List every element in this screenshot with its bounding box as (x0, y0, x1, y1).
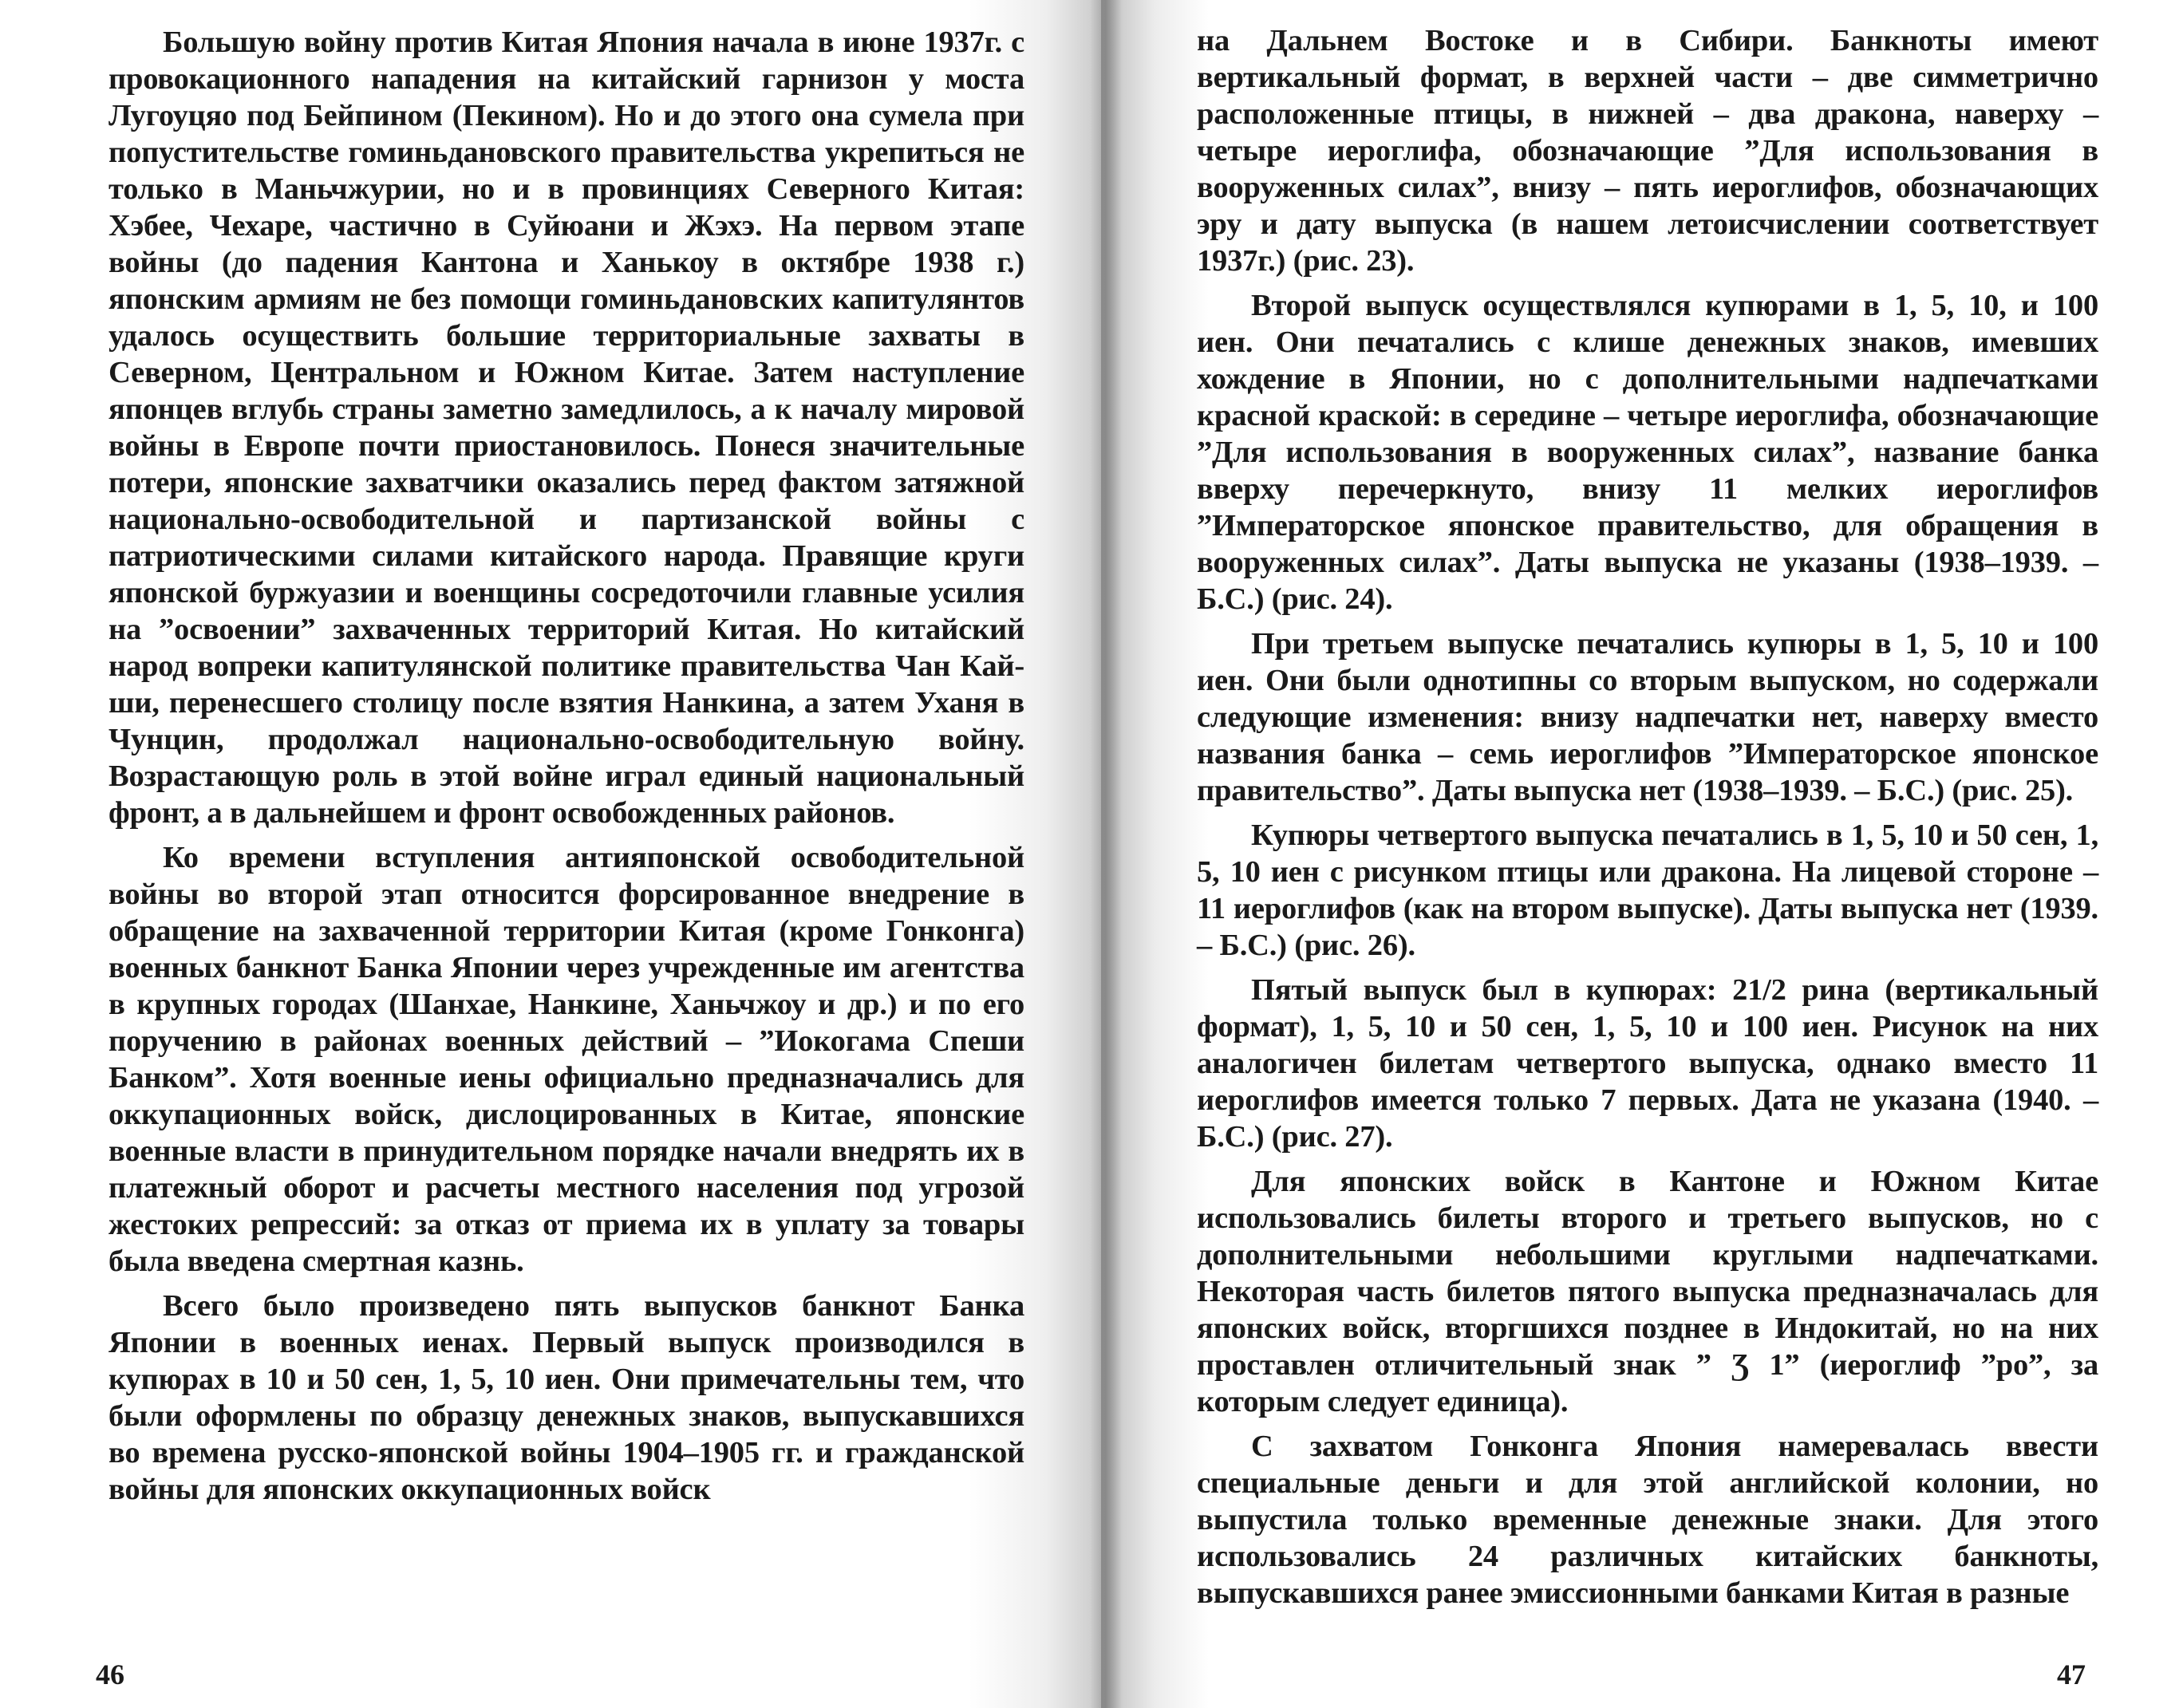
paragraph: Пятый выпуск был в купюрах: 21/2 рина (вертикальный формат), 1, 5, 10 и 50 сен, 1, 5, 10 и 100 иен. Рисунок на них аналогичен билетам четвертого выпуска, однако вместо 11 иероглифов имеется только 7 первых. Дата не указана (1940. – Б.С.) (рис. 27). (1197, 973, 2098, 1154)
paragraph: Второй выпуск осуществлялся купюрами в 1, 5, 10, и 100 иен. Они печатались с клише денежных знаков, имевших хождение в Японии, но с дополнительными надпечатками красной краской: в середине – четыре иероглифа, обозначающие ”Для использования в вооруженных силах”, название банка вверху перечеркнуто, внизу 11 мелких иероглифов ”Императорское японское правительство, для обращения в вооруженных силах”. Даты выпуска не указаны (1938–1939. – Б.С.) (рис. 24). (1197, 289, 2098, 616)
paragraph: Ко времени вступления антияпонской освободительной войны во второй этап относится форсированное внедрение в обращение на захваченной территории Китая (кроме Гонконга) военных банкнот Банка Японии через учрежденные им агентства в крупных городах (Шанхае, Нанкине, Ханьчжоу и др.) и по его поручению в районах военных действий – ”Иокогама Спеши Банком”. Хотя военные иены официально предназначались для оккупационных войск, дислоцированных в Китае, японские военные власти в принудительном порядке начали внедрять их в платежный оборот и расчеты местного населения под угрозой жестоких репрессий: за отказ от приема их в уплату за товары была введена смертная казнь. (109, 841, 1024, 1278)
paragraph: Купюры четвертого выпуска печатались в 1, 5, 10 и 50 сен, 1, 5, 10 иен с рисунком птицы или дракона. На лицевой стороне – 11 иероглифов (как на втором выпуске). Даты выпуска нет (1939. – Б.С.) (рис. 26). (1197, 818, 2098, 962)
book-gutter-shadow (1090, 0, 1122, 1708)
paragraph: При третьем выпуске печатались купюры в 1, 5, 10 и 100 иен. Они были однотипны со вторым выпуском, но содержали следующие изменения: внизу надпечатки нет, наверху вместо названия банка – семь иероглифов ”Императорское японское правительство”. Даты выпуска нет (1938–1939. – Б.С.) (рис. 25). (1197, 627, 2098, 807)
page-number: 46 (96, 1659, 124, 1690)
page-number: 47 (2057, 1659, 2086, 1690)
left-page-body (109, 24, 1024, 1508)
right-page-body (1197, 22, 2098, 1611)
paragraph: Большую войну против Китая Япония начала в июне 1937г. с провокационного нападения на китайский гарнизон у моста Лугоуцяо под Бейпином (Пекином). Но и до этого она сумела при попустительстве гоминьдановского правительства укрепиться не только в Маньчжурии, но и в провинциях Северного Китая: Хэбее, Чехаре, частично в Суйюани и Жэхэ. На первом этапе войны (до падения Кантона и Ханькоу в октябре 1938 г.) японским армиям не без помощи гоминьдановских капитулянтов удалось осуществить большие территориальные захваты в Северном, Центральном и Южном Китае. Затем наступление японцев вглубь страны заметно замедлилось, а к началу мировой войны в Европе почти приостановилось. Понеся значительные потери, японские захватчики оказались перед фактом затяжной национально-освободительной и партизанской войны с патриотическими силами китайского народа. Правящие круги японской буржуазии и военщины сосредоточили главные усилия на ”освоении” захваченных территорий Китая. Но китайский народ вопреки капитулянской политике правительства Чан Кай-ши, перенесшего столицу после взятия Нанкина, а затем Уханя в Чунцин, продолжал национально-освободительную войну. Возрастающую роль в этой войне играл единый национальный фронт, а в дальнейшем и фронт освобожденных районов. (109, 26, 1024, 830)
paragraph: С захватом Гонконга Япония намеревалась ввести специальные деньги и для этой английской колонии, но выпустила только временные денежные знаки. Для этого использовались 24 различных китайских банкноты, выпускавшихся ранее эмиссионными банками Китая в разные (1197, 1430, 2098, 1610)
paragraph: Для японских войск в Кантоне и Южном Китае использовались билеты второго и третьего выпусков, но с дополнительными небольшими круглыми надпечатками. Некоторая часть билетов пятого выпуска предназначалась для японских войск, вторгшихся позднее в Индокитай, но на них проставлен отличительный знак ” Ʒ 1” (иероглиф ”ро”, за которым следует единица). (1197, 1165, 2098, 1418)
paragraph: на Дальнем Востоке и в Сибири. Банкноты имеют вертикальный формат, в верхней части – две симметрично расположенные птицы, в нижней – два дракона, наверху – четыре иероглифа, обозначающие ”Для использования в вооруженных силах”, внизу – пять иероглифов, обозначающих эру и дату выпуска (в нашем летоисчислении соответствует 1937г.) (рис. 23). (1197, 24, 2098, 278)
paragraph: Всего было произведено пять выпусков банкнот Банка Японии в военных иенах. Первый выпуск производился в купюрах в 10 и 50 сен, 1, 5, 10 иен. Они примечательны тем, что были оформлены по образцу денежных знаков, выпускавшихся во времена русско-японской войны 1904–1905 гг. и гражданской войны для японских оккупационных войск (109, 1289, 1024, 1506)
